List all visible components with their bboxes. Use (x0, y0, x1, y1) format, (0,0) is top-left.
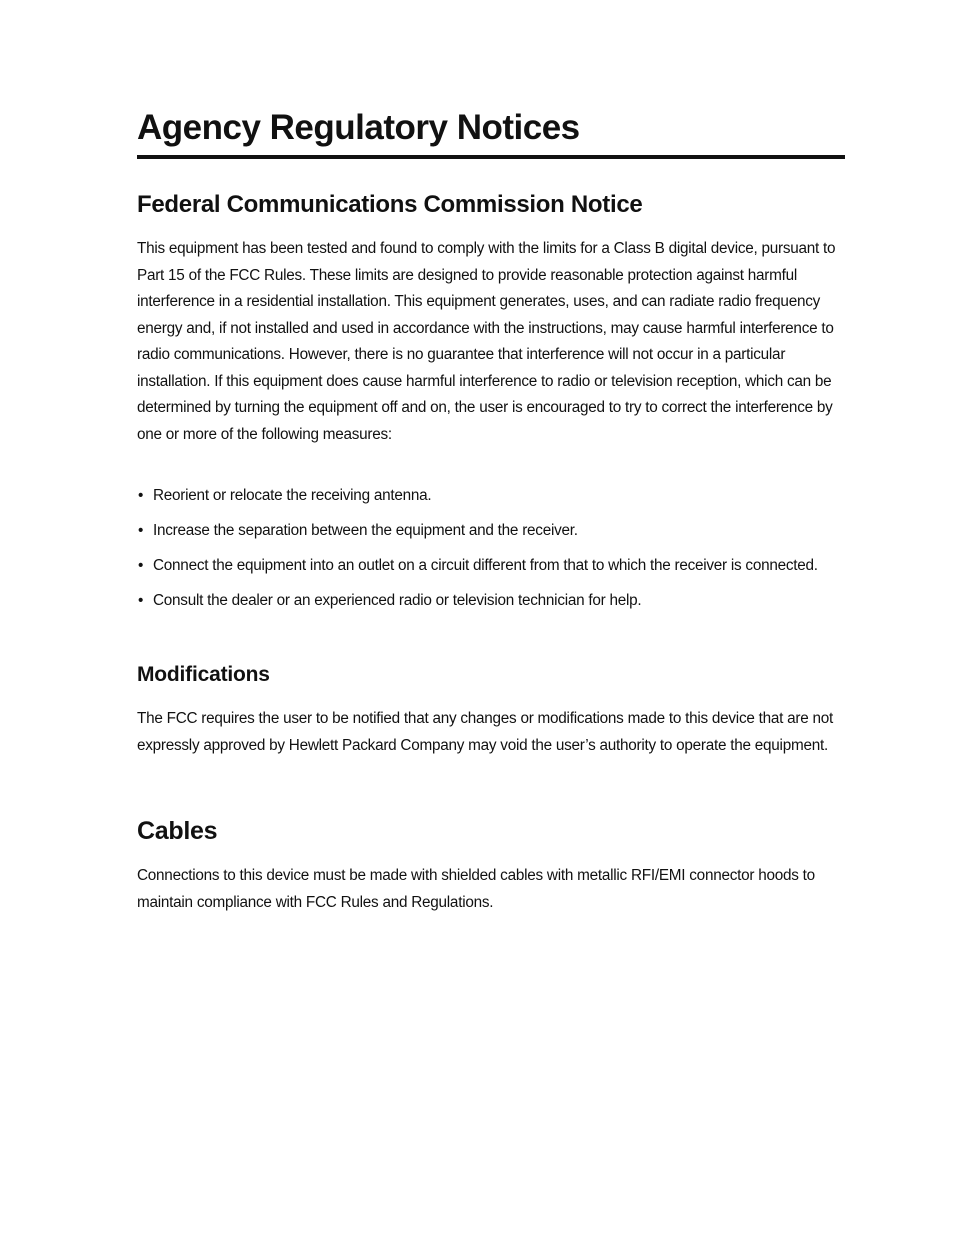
modifications-heading: Modifications (137, 663, 270, 686)
title-rule (137, 155, 845, 159)
measures-list (137, 483, 845, 623)
modifications-paragraph: The FCC requires the user to be notified that any changes or modifications made to this device that are not expressly approved by Hewlett Packard Company may void the user’s authority to operate the equipment. (137, 710, 833, 754)
fcc-notice-heading: Federal Communications Commission Notice (137, 191, 643, 218)
bullet-glyph: • (138, 592, 144, 609)
list-item (137, 518, 845, 545)
list-item (137, 588, 845, 615)
measure-text: Consult the dealer or an experienced radio or television technician for help. (153, 592, 642, 609)
bullet-glyph: • (138, 522, 144, 539)
page-title: Agency Regulatory Notices (137, 108, 580, 147)
measure-text: Increase the separation between the equipment and the receiver. (153, 522, 578, 539)
cables-heading: Cables (137, 817, 218, 845)
list-item (137, 483, 845, 510)
bullet-glyph: • (138, 487, 144, 504)
bullet-glyph: • (138, 557, 144, 574)
cables-paragraph: Connections to this device must be made with shielded cables with metallic RFI/EMI connector hoods to maintain compliance with FCC Rules and Regulations. (137, 867, 815, 911)
list-item (137, 553, 845, 580)
measure-text: Reorient or relocate the receiving antenna. (153, 487, 432, 504)
fcc-notice-paragraph: This equipment has been tested and found to comply with the limits for a Class B digital device, pursuant to Part 15 of the FCC Rules. These limits are designed to provide reasonable protection against harmful interference in a residential installation. This equipment generates, uses, and can radiate radio frequency energy and, if not installed and used in accordance with the instructions, may cause harmful interference to radio communications. However, there is no guarantee that interference will not occur in a particular installation. If this equipment does cause harmful interference to radio or television reception, which can be determined by turning the equipment off and on, the user is encouraged to try to correct the interference by one or more of the following measures: (137, 240, 836, 443)
measure-text: Connect the equipment into an outlet on a circuit different from that to which the receiver is connected. (153, 557, 818, 574)
